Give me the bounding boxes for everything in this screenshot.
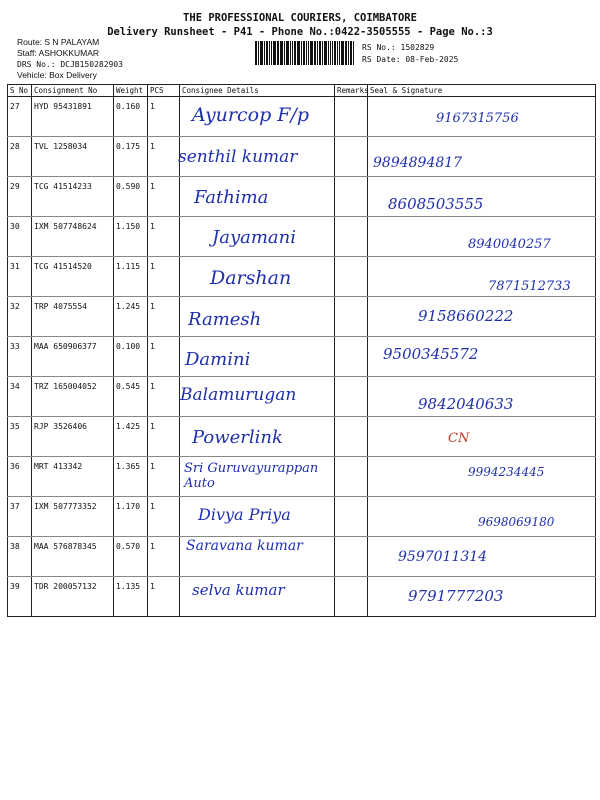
signature-handwriting: 9842040633 xyxy=(418,395,514,413)
pieces-count: 1 xyxy=(148,137,180,177)
seal-cell xyxy=(368,177,596,217)
consignee-cell xyxy=(180,497,335,537)
rs-date: RS Date: 08-Feb-2025 xyxy=(362,55,459,64)
pieces-count: 1 xyxy=(148,337,180,377)
table-row xyxy=(8,337,596,377)
seal-cell xyxy=(368,377,596,417)
table-row xyxy=(8,217,596,257)
table-row xyxy=(8,137,596,177)
column-header: Remarks xyxy=(335,85,368,97)
serial-number: 38 xyxy=(8,537,32,577)
signature-handwriting: 9894894817 xyxy=(373,155,463,171)
seal-cell xyxy=(368,497,596,537)
column-header: PCS xyxy=(148,85,180,97)
table-row xyxy=(8,497,596,537)
signature-handwriting: 9500345572 xyxy=(383,345,479,363)
remarks-cell xyxy=(335,257,368,297)
barcode-image xyxy=(255,41,355,65)
consignment-number: MAA 650906377 xyxy=(32,337,114,377)
remarks-cell xyxy=(335,497,368,537)
consignee-handwriting: Divya Priya xyxy=(198,505,291,524)
column-header: Weight xyxy=(114,85,148,97)
signature-handwriting: 7871512733 xyxy=(488,279,571,294)
signature-handwriting: 9597011314 xyxy=(398,549,488,565)
remarks-cell xyxy=(335,417,368,457)
consignee-cell xyxy=(180,577,335,617)
serial-number: 34 xyxy=(8,377,32,417)
consignment-number: TCG 41514520 xyxy=(32,257,114,297)
pieces-count: 1 xyxy=(148,417,180,457)
serial-number: 28 xyxy=(8,137,32,177)
signature-handwriting: 8940040257 xyxy=(468,237,551,252)
consignee-cell xyxy=(180,177,335,217)
runsheet-table xyxy=(7,84,596,617)
table-row xyxy=(8,377,596,417)
consignee-handwriting: selva kumar xyxy=(192,581,285,599)
pieces-count: 1 xyxy=(148,177,180,217)
pieces-count: 1 xyxy=(148,377,180,417)
consignment-number: TCG 41514233 xyxy=(32,177,114,217)
pieces-count: 1 xyxy=(148,537,180,577)
remarks-cell xyxy=(335,577,368,617)
pieces-count: 1 xyxy=(148,297,180,337)
consignee-handwriting: Ramesh xyxy=(188,309,262,330)
page-title: THE PROFESSIONAL COURIERS, COIMBATORE xyxy=(183,12,417,24)
vehicle-label: Vehicle: Box Delivery xyxy=(17,70,97,80)
route-label: Route: S N PALAYAM xyxy=(17,37,100,47)
table-row xyxy=(8,297,596,337)
table-row xyxy=(8,417,596,457)
consignment-number: TVL 1258034 xyxy=(32,137,114,177)
consignee-handwriting: Saravana kumar xyxy=(186,538,303,554)
staff-label: Staff: ASHOKKUMAR xyxy=(17,48,100,58)
weight-value: 0.175 xyxy=(114,137,148,177)
column-header: Consignment No xyxy=(32,85,114,97)
weight-value: 0.590 xyxy=(114,177,148,217)
seal-cell xyxy=(368,577,596,617)
consignee-cell xyxy=(180,337,335,377)
table-row xyxy=(8,457,596,497)
consignee-handwriting: Jayamani xyxy=(212,227,296,248)
signature-handwriting: CN xyxy=(448,431,470,446)
signature-handwriting: 9994234445 xyxy=(468,465,545,479)
consignment-number: MRT 413342 xyxy=(32,457,114,497)
weight-value: 1.170 xyxy=(114,497,148,537)
remarks-cell xyxy=(335,217,368,257)
pieces-count: 1 xyxy=(148,497,180,537)
pieces-count: 1 xyxy=(148,217,180,257)
table-row xyxy=(8,577,596,617)
consignee-handwriting: Ayurcop F/p xyxy=(192,104,310,126)
serial-number: 32 xyxy=(8,297,32,337)
consignment-number: IXM 507748624 xyxy=(32,217,114,257)
consignee-cell xyxy=(180,137,335,177)
consignment-number: TRZ 165004052 xyxy=(32,377,114,417)
weight-value: 1.365 xyxy=(114,457,148,497)
consignee-handwriting: Damini xyxy=(185,349,251,370)
remarks-cell xyxy=(335,137,368,177)
serial-number: 29 xyxy=(8,177,32,217)
rs-number: RS No.: 1502829 xyxy=(362,43,435,52)
consignee-cell xyxy=(180,97,335,137)
table-header-row xyxy=(8,85,596,97)
weight-value: 1.425 xyxy=(114,417,148,457)
table-row xyxy=(8,537,596,577)
remarks-cell xyxy=(335,537,368,577)
consignee-cell xyxy=(180,257,335,297)
seal-cell xyxy=(368,297,596,337)
consignee-cell xyxy=(180,297,335,337)
weight-value: 1.150 xyxy=(114,217,148,257)
serial-number: 31 xyxy=(8,257,32,297)
consignee-cell xyxy=(180,217,335,257)
consignee-cell xyxy=(180,537,335,577)
seal-cell xyxy=(368,257,596,297)
table-row xyxy=(8,257,596,297)
weight-value: 0.570 xyxy=(114,537,148,577)
consignee-handwriting: Fathima xyxy=(194,187,269,208)
weight-value: 0.545 xyxy=(114,377,148,417)
seal-cell xyxy=(368,137,596,177)
consignment-number: RJP 3526406 xyxy=(32,417,114,457)
seal-cell xyxy=(368,457,596,497)
consignment-number: TDR 200057132 xyxy=(32,577,114,617)
remarks-cell xyxy=(335,97,368,137)
consignment-number: TRP 4075554 xyxy=(32,297,114,337)
remarks-cell xyxy=(335,297,368,337)
signature-handwriting: 9158660222 xyxy=(418,307,514,325)
pieces-count: 1 xyxy=(148,257,180,297)
consignee-cell xyxy=(180,457,335,497)
serial-number: 33 xyxy=(8,337,32,377)
remarks-cell xyxy=(335,377,368,417)
seal-cell xyxy=(368,337,596,377)
serial-number: 36 xyxy=(8,457,32,497)
column-header: S No xyxy=(8,85,32,97)
consignment-number: IXM 507773352 xyxy=(32,497,114,537)
pieces-count: 1 xyxy=(148,457,180,497)
pieces-count: 1 xyxy=(148,97,180,137)
remarks-cell xyxy=(335,337,368,377)
consignee-handwriting: Powerlink xyxy=(192,427,283,448)
consignee-handwriting: Sri Guruvayurappan Auto xyxy=(184,461,319,491)
table-row xyxy=(8,97,596,137)
weight-value: 1.135 xyxy=(114,577,148,617)
seal-cell xyxy=(368,97,596,137)
serial-number: 37 xyxy=(8,497,32,537)
serial-number: 35 xyxy=(8,417,32,457)
seal-cell xyxy=(368,537,596,577)
remarks-cell xyxy=(335,457,368,497)
seal-cell xyxy=(368,217,596,257)
consignment-number: MAA 576878345 xyxy=(32,537,114,577)
signature-handwriting: 9791777203 xyxy=(408,587,504,605)
drs-label: DRS No.: DCJB150282903 xyxy=(17,60,123,69)
consignment-number: HYD 95431891 xyxy=(32,97,114,137)
serial-number: 27 xyxy=(8,97,32,137)
consignee-cell xyxy=(180,377,335,417)
serial-number: 30 xyxy=(8,217,32,257)
consignee-handwriting: Darshan xyxy=(210,267,292,289)
signature-handwriting: 9167315756 xyxy=(436,111,519,126)
remarks-cell xyxy=(335,177,368,217)
column-header: Consignee Details xyxy=(180,85,335,97)
pieces-count: 1 xyxy=(148,577,180,617)
seal-cell xyxy=(368,417,596,457)
column-header: Seal & Signature xyxy=(368,85,596,97)
weight-value: 0.100 xyxy=(114,337,148,377)
table-row xyxy=(8,177,596,217)
signature-handwriting: 8608503555 xyxy=(388,195,484,213)
consignee-handwriting: Balamurugan xyxy=(180,385,297,405)
weight-value: 1.115 xyxy=(114,257,148,297)
consignee-cell xyxy=(180,417,335,457)
consignee-handwriting: senthil kumar xyxy=(178,147,298,167)
weight-value: 0.160 xyxy=(114,97,148,137)
page-subtitle: Delivery Runsheet - P41 - Phone No.:0422-3505555 - Page No.:3 xyxy=(107,26,493,38)
serial-number: 39 xyxy=(8,577,32,617)
weight-value: 1.245 xyxy=(114,297,148,337)
signature-handwriting: 9698069180 xyxy=(478,515,555,529)
